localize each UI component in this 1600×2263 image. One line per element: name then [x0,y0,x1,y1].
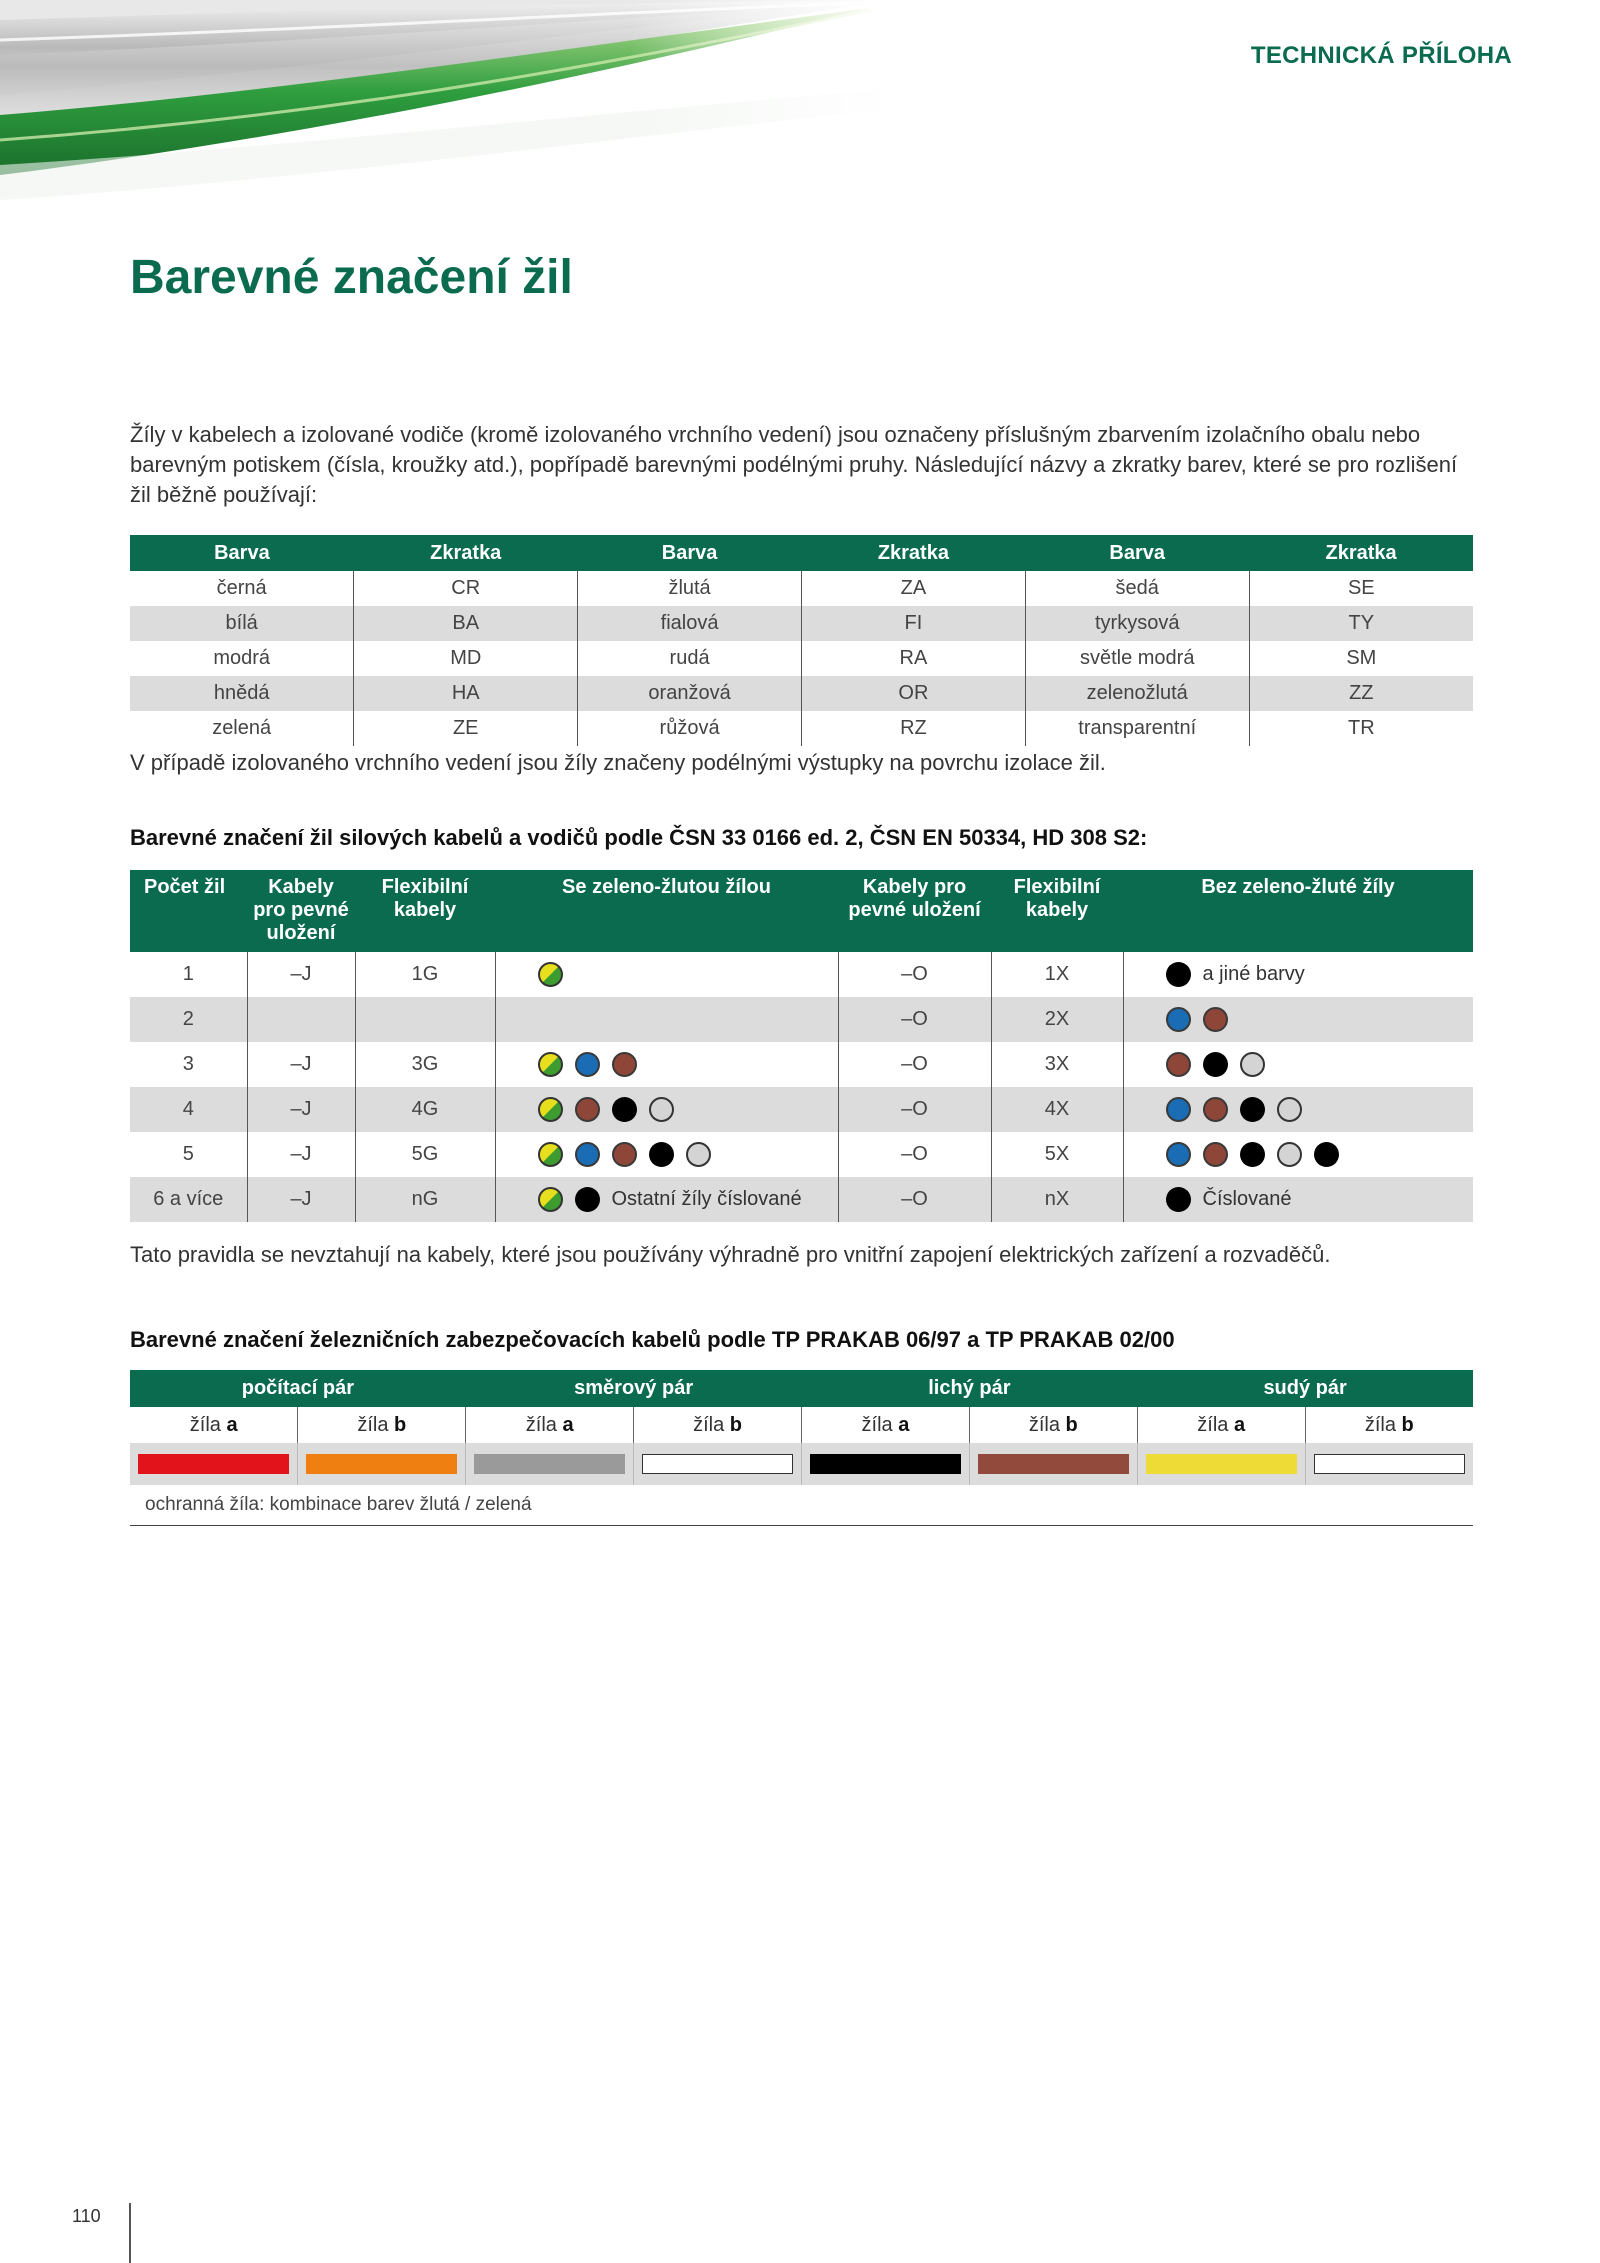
without-green-yellow-colors [1123,952,1473,997]
page-number: 110 [72,2206,101,2226]
table-row [130,641,1473,676]
color-name: černá [130,571,354,606]
color-name: fialová [578,606,802,641]
footnote-row [130,1485,1473,1526]
color-swatch [306,1454,457,1474]
blue-wire-dot-icon [1166,1007,1191,1032]
fixed-install-code: –O [838,1132,991,1177]
color-name: tyrkysová [1025,606,1249,641]
with-green-yellow-colors [495,1087,838,1132]
wire-note: Ostatní žíly číslované [611,1188,802,1210]
brown-wire-dot-icon [612,1142,637,1167]
table-header-row [130,870,1473,952]
table-row [130,1132,1473,1177]
color-abbr: HA [354,676,578,711]
green-yellow-wire-dot-icon [538,1097,563,1122]
color-abbreviation-table [130,535,1473,746]
fixed-install-code: –O [838,1087,991,1132]
color-abbr: TY [1249,606,1473,641]
column-header: Barva [1025,535,1249,571]
black-wire-dot-icon [1166,962,1191,987]
wire-letter: a [226,1413,238,1436]
with-green-yellow-colors [495,997,838,1042]
intro-paragraph: Žíly v kabelech a izolované vodiče (kromě izolovaného vrchního vedení) jsou označeny příslušným zbarvením izolačního obalu nebo barevným potiskem (čísla, kroužky atd.), popřípadě barevnými podélnými pruhy. Následující názvy a zkratky barev, které se pro rozlišení žil běžně používají: [130,422,1458,507]
blue-wire-dot-icon [575,1142,600,1167]
with-green-yellow-colors [495,952,838,997]
grey-wire-dot-icon [1277,1097,1302,1122]
wire-label-row [130,1407,1473,1443]
table-row [130,1042,1473,1087]
column-header: Flexibilní kabely [991,870,1123,952]
flexible-code: 5G [355,1132,495,1177]
color-name: růžová [578,711,802,746]
wire-prefix: žíla [1028,1413,1060,1436]
core-count: 5 [130,1132,247,1177]
pair-header: počítací pár [130,1370,466,1407]
column-header: Počet žil [130,870,247,952]
black-wire-dot-icon [1240,1142,1265,1167]
wire-swatch-cell [298,1443,466,1485]
wire-letter: b [1401,1413,1414,1436]
column-header: Zkratka [1249,535,1473,571]
flexible-code: 4G [355,1087,495,1132]
flexible-code: 4X [991,1087,1123,1132]
wire-label [130,1407,298,1443]
color-name: oranžová [578,676,802,711]
table-row [130,1087,1473,1132]
green-yellow-wire-dot-icon [538,1142,563,1167]
wire-prefix: žíla [525,1413,557,1436]
table-row [130,676,1473,711]
color-name: světle modrá [1025,641,1249,676]
color-abbr: BA [354,606,578,641]
without-green-yellow-colors [1123,1132,1473,1177]
wire-label [634,1407,802,1443]
wire-label [1137,1407,1305,1443]
fixed-install-code: –J [247,1087,355,1132]
color-name: bílá [130,606,354,641]
color-name: zelená [130,711,354,746]
color-abbr: ZE [354,711,578,746]
fixed-install-code: –O [838,1177,991,1222]
color-swatch [642,1454,793,1474]
power-cables-heading: Barevné značení žil silových kabelů a vodičů podle ČSN 33 0166 ed. 2, ČSN EN 50334, HD 308 S2: [130,825,1148,850]
table-row [130,1177,1473,1222]
color-abbr: CR [354,571,578,606]
color-name: zelenožlutá [1025,676,1249,711]
core-count: 6 a více [130,1177,247,1222]
column-header: Zkratka [801,535,1025,571]
wire-label [802,1407,970,1443]
black-wire-dot-icon [1166,1187,1191,1212]
color-abbr: OR [801,676,1025,711]
protective-wire-note: ochranná žíla: kombinace barev žlutá / zelená [130,1485,1473,1526]
wire-note: Číslované [1202,1188,1292,1210]
wire-label [298,1407,466,1443]
grey-wire-dot-icon [686,1142,711,1167]
flexible-code: 5X [991,1132,1123,1177]
color-swatch [138,1454,289,1474]
color-abbr: ZZ [1249,676,1473,711]
color-abbr: SM [1346,647,1377,669]
without-green-yellow-colors [1123,1042,1473,1087]
blue-wire-dot-icon [1166,1097,1191,1122]
flexible-code: 3G [355,1042,495,1087]
flexible-code: 3X [991,1042,1123,1087]
fixed-install-code [247,997,355,1042]
fixed-install-code: –J [247,1177,355,1222]
color-abbr: TR [1347,717,1375,739]
color-abbr: MD [354,641,578,676]
column-header: Kabely pro pevné uložení [247,870,355,952]
color-swatch [810,1454,961,1474]
color-abbr: SE [1347,577,1375,599]
color-swatch [978,1454,1129,1474]
color-abbr: RA [801,641,1025,676]
fixed-install-code: –O [838,997,991,1042]
flexible-code [355,997,495,1042]
brown-wire-dot-icon [1203,1007,1228,1032]
black-wire-dot-icon [612,1097,637,1122]
page-divider [129,2203,131,2263]
wire-note: a jiné barvy [1202,963,1305,985]
wire-swatch-cell [130,1443,298,1485]
flexible-code: 2X [991,997,1123,1042]
grey-wire-dot-icon [649,1097,674,1122]
table-header-row [130,1370,1473,1407]
wire-swatch-cell [466,1443,634,1485]
black-wire-dot-icon [1314,1142,1339,1167]
column-header: Zkratka [354,535,578,571]
wire-swatch-cell [1305,1443,1473,1485]
page-title: Barevné značení žil [130,251,573,304]
fixed-install-code: –J [247,1042,355,1087]
green-yellow-wire-dot-icon [538,962,563,987]
fixed-install-code: –O [838,1042,991,1087]
column-header: Kabely pro pevné uložení [838,870,991,952]
flexible-code: 1X [991,952,1123,997]
section-label: TECHNICKÁ PŘÍLOHA [1250,42,1512,69]
black-wire-dot-icon [649,1142,674,1167]
color-abbr: FI [801,606,1025,641]
wire-letter: b [394,1413,407,1436]
color-swatch [1314,1454,1465,1474]
with-green-yellow-colors [495,1042,838,1087]
fixed-install-code: –J [247,1132,355,1177]
color-name: šedá [1025,571,1249,606]
table-header-row [130,535,1473,571]
wire-letter: b [1065,1413,1078,1436]
wire-letter: b [729,1413,743,1436]
wire-letter: a [1233,1413,1246,1436]
color-name: rudá [578,641,802,676]
black-wire-dot-icon [1203,1052,1228,1077]
color-swatch [474,1454,625,1474]
brown-wire-dot-icon [1203,1097,1228,1122]
overhead-line-note: V případě izolovaného vrchního vedení jsou žíly značeny podélnými výstupky na povrchu izolace žil. [130,750,1106,775]
railway-cable-table [130,1370,1473,1526]
core-count: 3 [130,1042,247,1087]
core-count: 2 [130,997,247,1042]
railway-cables-heading: Barevné značení železničních zabezpečovacích kabelů podle TP PRAKAB 06/97 a TP PRAKAB 02/00 [130,1327,1175,1352]
green-yellow-wire-dot-icon [538,1052,563,1077]
wire-swatch-cell [634,1443,802,1485]
color-name: transparentní [1025,711,1249,746]
with-green-yellow-colors [495,1132,838,1177]
fixed-install-code: –O [838,952,991,997]
brown-wire-dot-icon [1166,1052,1191,1077]
without-green-yellow-colors [1123,997,1473,1042]
table-row [130,997,1473,1042]
table-row [130,571,1473,606]
wire-swatch-cell [1137,1443,1305,1485]
wire-prefix: žíla [189,1413,221,1436]
column-header: Flexibilní kabely [355,870,495,952]
wire-prefix: žíla [1364,1413,1396,1436]
pair-header: sudý pár [1137,1370,1473,1407]
brown-wire-dot-icon [612,1052,637,1077]
without-green-yellow-colors [1123,1177,1473,1222]
cable-header-graphic [0,0,900,200]
wire-swatch-row [130,1443,1473,1485]
pair-header: lichý pár [802,1370,1138,1407]
column-header: Barva [130,535,354,571]
fixed-install-code: –J [247,952,355,997]
green-yellow-wire-dot-icon [538,1187,563,1212]
wire-letter: a [562,1413,574,1436]
wire-prefix: žíla [357,1413,389,1436]
wire-label [1305,1407,1473,1443]
color-name: modrá [130,641,354,676]
wire-label [969,1407,1137,1443]
wire-prefix: žíla [693,1413,725,1436]
black-wire-dot-icon [575,1187,600,1212]
column-header: Barva [578,535,802,571]
wire-swatch-cell [802,1443,970,1485]
table-row [130,711,1473,746]
without-green-yellow-colors [1123,1087,1473,1132]
brown-wire-dot-icon [1203,1142,1228,1167]
flexible-code: nX [991,1177,1123,1222]
power-table-note: Tato pravidla se nevztahují na kabely, které jsou používány výhradně pro vnitřní zapojení elektrických zařízení a rozvaděčů. [130,1242,1331,1267]
color-swatch [1146,1454,1297,1474]
flexible-code: nG [355,1177,495,1222]
core-count: 4 [130,1087,247,1132]
wire-prefix: žíla [1197,1413,1229,1436]
core-count: 1 [130,952,247,997]
black-wire-dot-icon [1240,1097,1265,1122]
with-green-yellow-colors [495,1177,838,1222]
blue-wire-dot-icon [1166,1142,1191,1167]
color-abbr: RZ [801,711,1025,746]
column-header: Se zeleno-žlutou žílou [495,870,838,952]
pair-header: směrový pár [466,1370,802,1407]
grey-wire-dot-icon [1240,1052,1265,1077]
wire-swatch-cell [969,1443,1137,1485]
wire-letter: a [898,1413,910,1436]
wire-label [466,1407,634,1443]
table-row [130,606,1473,641]
grey-wire-dot-icon [1277,1142,1302,1167]
color-name: hnědá [130,676,354,711]
brown-wire-dot-icon [575,1097,600,1122]
table-row [130,952,1473,997]
wire-prefix: žíla [861,1413,893,1436]
color-name: žlutá [578,571,802,606]
color-abbr: ZA [801,571,1025,606]
flexible-code: 1G [355,952,495,997]
column-header: Bez zeleno-žluté žíly [1123,870,1473,952]
power-cable-marking-table [130,870,1473,1222]
blue-wire-dot-icon [575,1052,600,1077]
